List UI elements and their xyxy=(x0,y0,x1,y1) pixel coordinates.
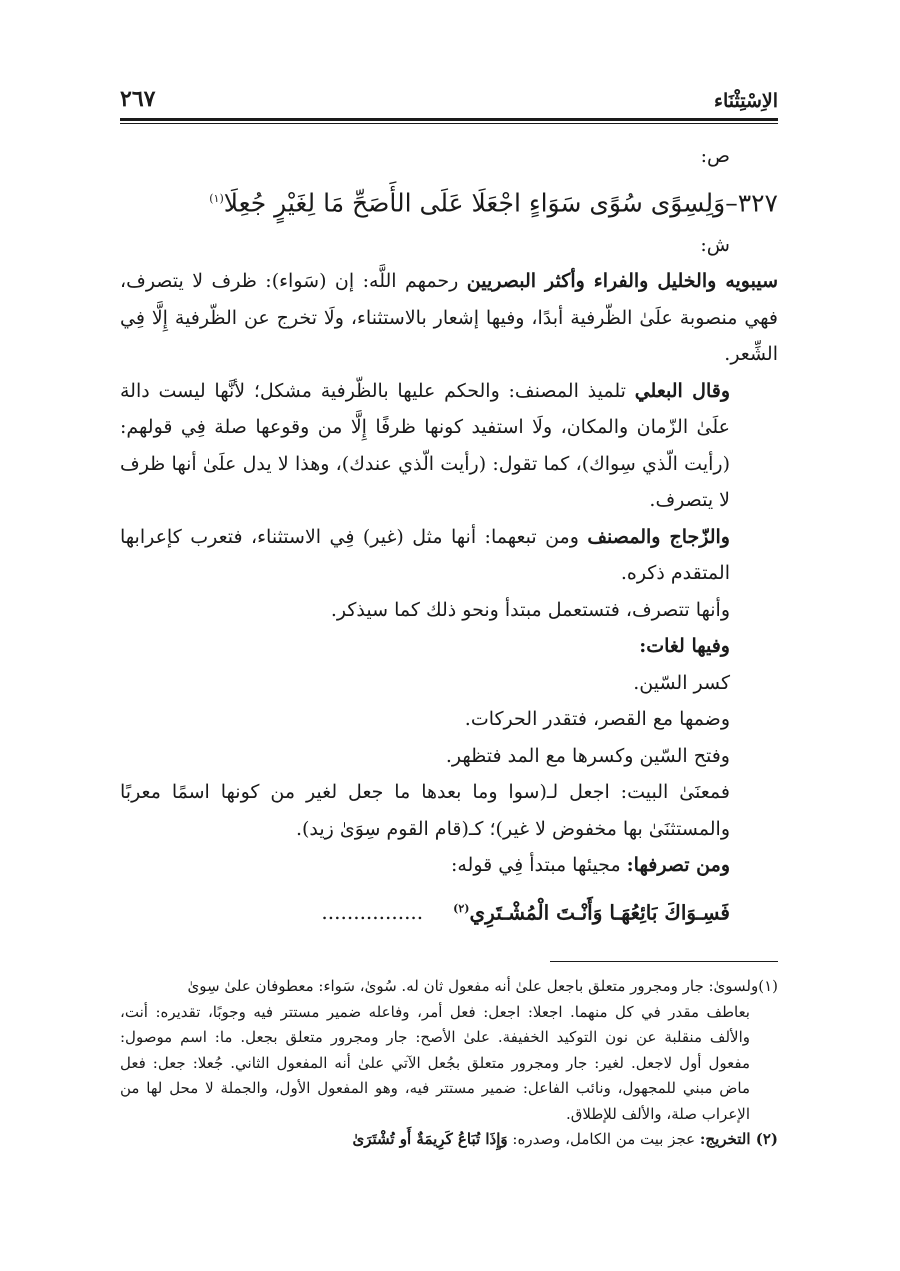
verse-text: ٣٢٧–وَلِسِوًى سُوًى سَوَاءٍ اجْعَلَا عَلَى الأَصَحِّ مَا لِغَيْرٍ جُعِلَا xyxy=(223,187,778,217)
poem-dots: ................ xyxy=(321,900,424,925)
page-title: الاِسْتِثْنَاء xyxy=(714,90,778,112)
footnotes xyxy=(120,974,778,1153)
poem-footnote-ref: (٢) xyxy=(453,901,470,915)
paragraph-2-text: تلميذ المصنف: والحكم عليها بالظّرفية مشكل؛ لأنَّها ليست دالة علَىٰ الزّمان والمكان، ولَا استفيد كونها ظرفًا إِلَّا من وقوعها صلة فِي قولهم: (رأيت الّذي سِواك)، كما تقول: (رأيت الّذي عندك)، وهذا لا يدل علَىٰ أنها ظرف لا يتصرف. xyxy=(120,379,730,512)
paragraph-8: وفتح السّين وكسرها مع المد فتظهر. xyxy=(445,744,730,767)
main-text xyxy=(120,138,778,937)
footnote-separator xyxy=(550,961,778,962)
label-shin: ش: xyxy=(700,233,730,256)
paragraph-10-lead: ومن تصرفها: xyxy=(626,854,730,877)
page-number: ٢٦٧ xyxy=(120,86,156,112)
page-header xyxy=(120,78,778,112)
paragraph-7: وضمها مع القصر، فتقدر الحركات. xyxy=(464,708,730,731)
footnote-2-quote: وَإِذَا تُبَاعُ كَرِيمَةٌ أَو تُشْتَرَىٰ xyxy=(352,1130,508,1149)
poem-line xyxy=(120,884,778,938)
paragraph-2-lead: وقال البعلي xyxy=(634,379,731,402)
footnote-2-text: عجز بيت من الكامل، وصدره: xyxy=(507,1130,700,1149)
verse-footnote-ref: (١) xyxy=(209,191,224,205)
paragraph-1 xyxy=(120,263,778,373)
label-sad: ص: xyxy=(700,145,730,167)
paragraph-3-text: ومن تبعهما: أنها مثل (غير) فِي الاستثناء، فتعرب كإعرابها المتقدم ذكره. xyxy=(120,525,730,585)
header-rule-thin xyxy=(120,123,778,124)
footnote-1-first-line: (١)ولسوىٰ: جار ومجرور متعلق باجعل علىٰ أنه مفعول ثان له. سُوىٰ، سَواء: معطوفان علىٰ سِوىٰ xyxy=(187,977,778,996)
poem-text: فَسِـوَاكَ بَائِعُهَـا وَأَنْـتَ الْمُشْـتَرِي xyxy=(469,900,730,925)
verse-line xyxy=(120,175,778,227)
footnote-2 xyxy=(120,1127,778,1153)
paragraph-3-lead: والزّجاج والمصنف xyxy=(587,525,730,548)
header-rule-thick xyxy=(120,118,778,121)
footnote-2-lead: (٢) التخريج: xyxy=(699,1130,778,1149)
footnote-1-rest: بعاطف مقدر في كل منهما. اجعلا: اجعل: فعل أمر، وفاعله ضمير مستتر فيه وجوبًا، تقديره: أنت، والألف منقلبة عن نون التوكيد الخفيفة. علىٰ الأصح: جار ومجرور متعلق بجعل. ما: اسم موصول: مفعول أول لاجعل. لغير: جار ومجرور متعلق بجُعل الآتي علىٰ أنه المفعول الثاني. جُعلا: جعل: فعل ماض مبني للمجهول، ونائب الفاعل: ضمير مستتر فيه، وهو المفعول الأول، والجملة لا محل لها من الإعراب صلة، والألف للإطلاق. xyxy=(120,1002,750,1123)
paragraph-5-heading: وفيها لغات: xyxy=(639,635,730,658)
paragraph-10 xyxy=(120,847,778,884)
paragraph-10-text: مجيئها مبتدأ فِي قوله: xyxy=(450,854,627,877)
document-page xyxy=(120,78,778,1153)
paragraph-1-text: رحمهم اللَّه: إن (سَواء): ظرف لا يتصرف، فهي منصوبة علَىٰ الظّرفية أبدًا، وفيها إشعار بالاستثناء، ولَا تخرج عن الظّرفية إِلَّا فِي الشِّعر. xyxy=(120,270,778,366)
paragraph-3 xyxy=(120,519,778,592)
paragraph-1-lead: سيبويه والخليل والفراء وأكثر البصريين xyxy=(466,270,778,293)
paragraph-6: كسر السّين. xyxy=(633,671,730,694)
paragraph-4: وأنها تتصرف، فتستعمل مبتدأ ونحو ذلك كما سيذكر. xyxy=(330,598,730,621)
paragraph-9: فمعنَىٰ البيت: اجعل لـ(سوا وما بعدها ما جعل لغير من كونها اسمًا معربًا والمستثنَىٰ بها مخفوض لا غير)؛ كـ(قام القوم سِوَىٰ زيد). xyxy=(120,781,730,840)
paragraph-2 xyxy=(120,373,778,519)
